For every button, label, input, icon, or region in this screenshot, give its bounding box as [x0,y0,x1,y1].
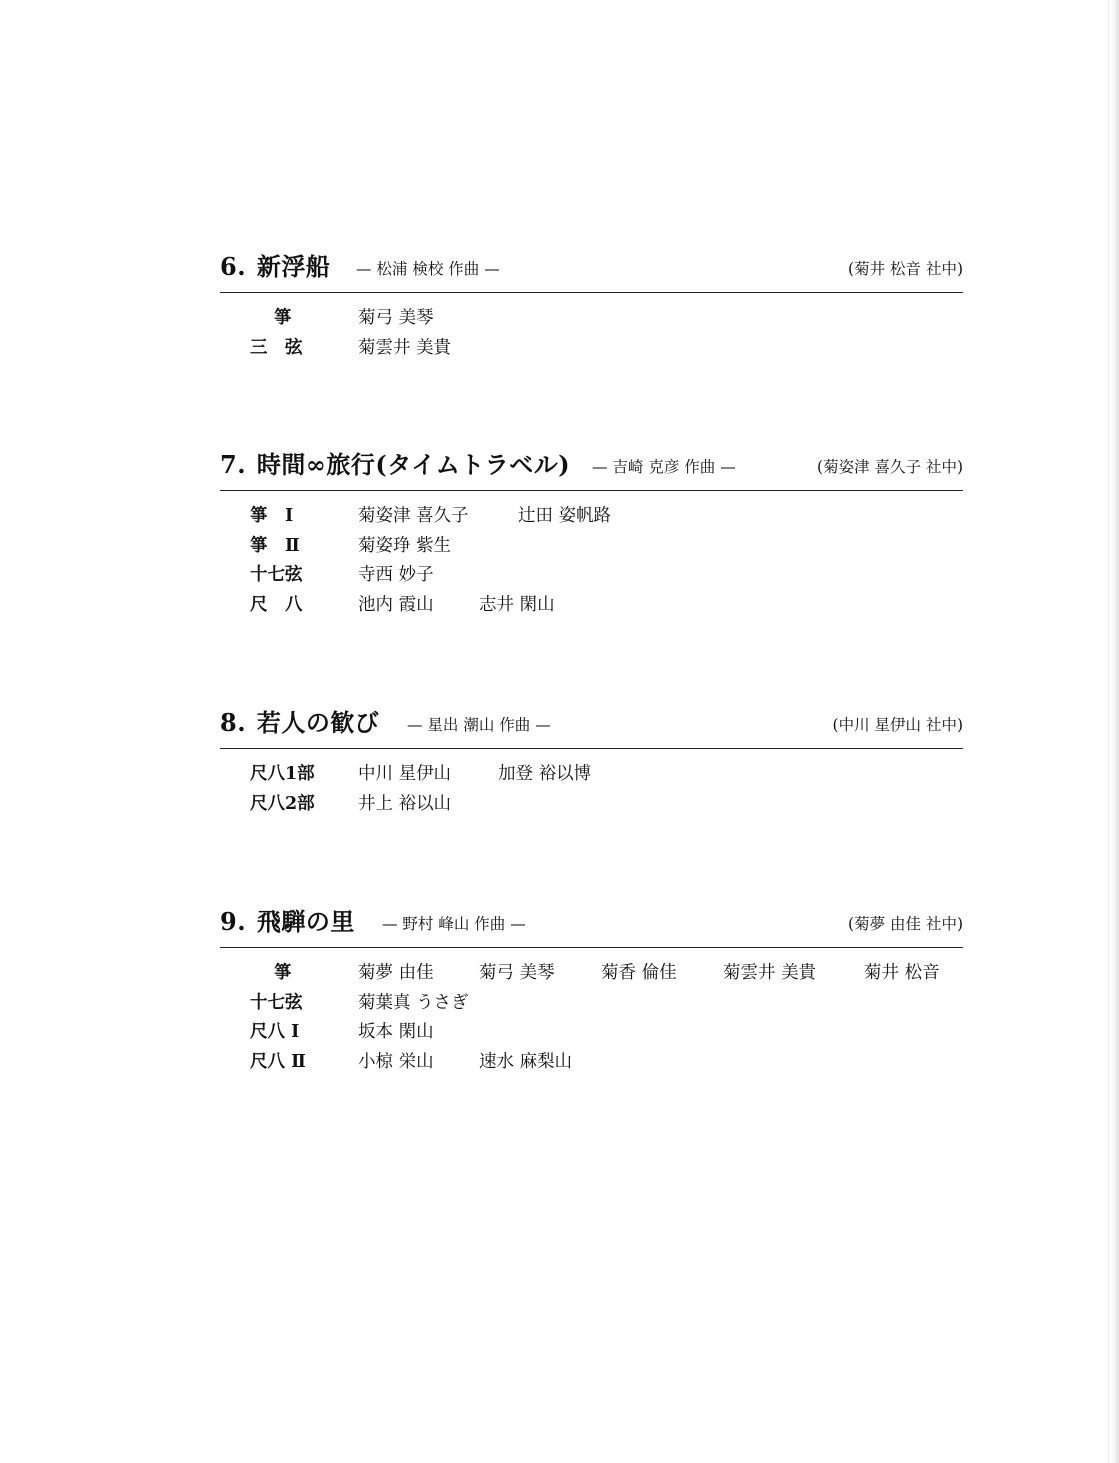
instrument-label: 箏 [274,963,292,983]
performer-row [220,532,963,562]
program-piece-7 [220,450,963,620]
piece-heading [220,902,355,937]
performer-name: 菊香 倫佳 [601,963,677,983]
instrument-label: 尺 八 [250,594,303,615]
performer-names [358,1018,434,1043]
composer-credit: — 野村 峰山 作曲 — [382,915,526,933]
performer-name: 菊姿津 喜久子 [358,506,469,526]
performer-row [220,1018,963,1048]
performer-name: 菊葉真 うさぎ [358,992,469,1013]
performer-name: 池内 霞山 [358,594,434,615]
performer-name: 小椋 栄山 [358,1051,434,1072]
troupe-name: (中川 星伊山 社中) [832,716,963,734]
performer-name: 辻田 姿帆路 [518,506,612,526]
performer-row [220,790,963,820]
instrument-label: 箏 Ⅱ [250,535,300,556]
piece-title: 新浮船 [256,252,331,281]
piece-title: 時間∞旅行(タイムトラベル) [256,450,571,479]
piece-number: 7. [220,450,247,479]
troupe-name: (菊姿津 喜久子 社中) [817,458,963,476]
page-edge-shadow [1111,0,1119,1463]
performer-name: 坂本 閑山 [358,1022,434,1042]
composer-credit: — 吉崎 克彦 作曲 — [592,458,736,476]
piece-title: 若人の歓び [256,708,380,737]
program-piece-8 [220,708,963,819]
instrument-label: 尺八1部 [250,764,315,784]
page-edge-line [1108,0,1109,1463]
performer-row [220,1048,963,1078]
performer-row [220,304,963,334]
performer-names [358,760,591,785]
instrument-label: 箏 [274,308,292,328]
troupe-name: (菊夢 由佳 社中) [848,915,963,933]
program-piece-9 [220,907,963,1077]
piece-number: 8. [220,708,247,737]
piece-heading [220,445,570,480]
instrument-label: 尺八2部 [250,793,315,814]
performer-name: 菊夢 由佳 [358,963,434,983]
performer-name: 菊雲井 美貴 [723,963,817,983]
performer-name: 菊弓 美琴 [358,308,434,328]
performer-names [358,989,469,1014]
performer-names [358,532,451,557]
performer-name: 中川 星伊山 [358,764,452,784]
composer-credit: — 松浦 検校 作曲 — [356,260,500,278]
performer-name: 菊井 松音 [864,963,940,983]
piece-heading [220,247,330,282]
piece-number: 6. [220,252,247,281]
performer-name: 速水 麻梨山 [479,1051,573,1072]
performer-names [358,1048,572,1073]
instrument-label: 箏 Ⅰ [250,506,294,526]
instrument-label: 尺八 Ⅱ [250,1051,306,1072]
piece-header [220,252,963,293]
piece-header [220,450,963,491]
performer-names [358,334,451,359]
performer-row [220,959,963,989]
piece-header [220,708,963,749]
piece-title: 飛騨の里 [256,907,355,936]
piece-number: 9. [220,907,247,936]
performer-name: 寺西 妙子 [358,565,434,585]
performer-names [358,304,434,329]
program-piece-6 [220,252,963,363]
performer-list [220,491,963,620]
troupe-name: (菊井 松音 社中) [848,260,963,278]
performer-name: 志井 閑山 [479,594,555,615]
performer-row [220,591,963,621]
instrument-label: 尺八 Ⅰ [250,1022,300,1042]
performer-names [358,591,555,616]
piece-heading [220,703,379,738]
performer-list [220,948,963,1077]
instrument-label: 三 弦 [250,337,303,358]
performer-list [220,293,963,363]
performer-names [358,502,611,527]
piece-header [220,907,963,948]
performer-names [358,561,434,586]
performer-name: 菊姿琤 紫生 [358,535,452,556]
performer-name: 菊雲井 美貴 [358,337,452,358]
instrument-label: 十七弦 [250,565,303,585]
performer-names [358,790,451,815]
performer-row [220,561,963,591]
performer-row [220,502,963,532]
performer-row [220,989,963,1019]
performer-name: 菊弓 美琴 [479,963,555,983]
performer-row [220,760,963,790]
composer-credit: — 星出 潮山 作曲 — [407,716,551,734]
performer-name: 加登 裕以博 [498,764,592,784]
instrument-label: 十七弦 [250,992,303,1013]
performer-names [358,959,940,984]
performer-list [220,749,963,819]
performer-name: 井上 裕以山 [358,793,452,814]
performer-row [220,334,963,364]
